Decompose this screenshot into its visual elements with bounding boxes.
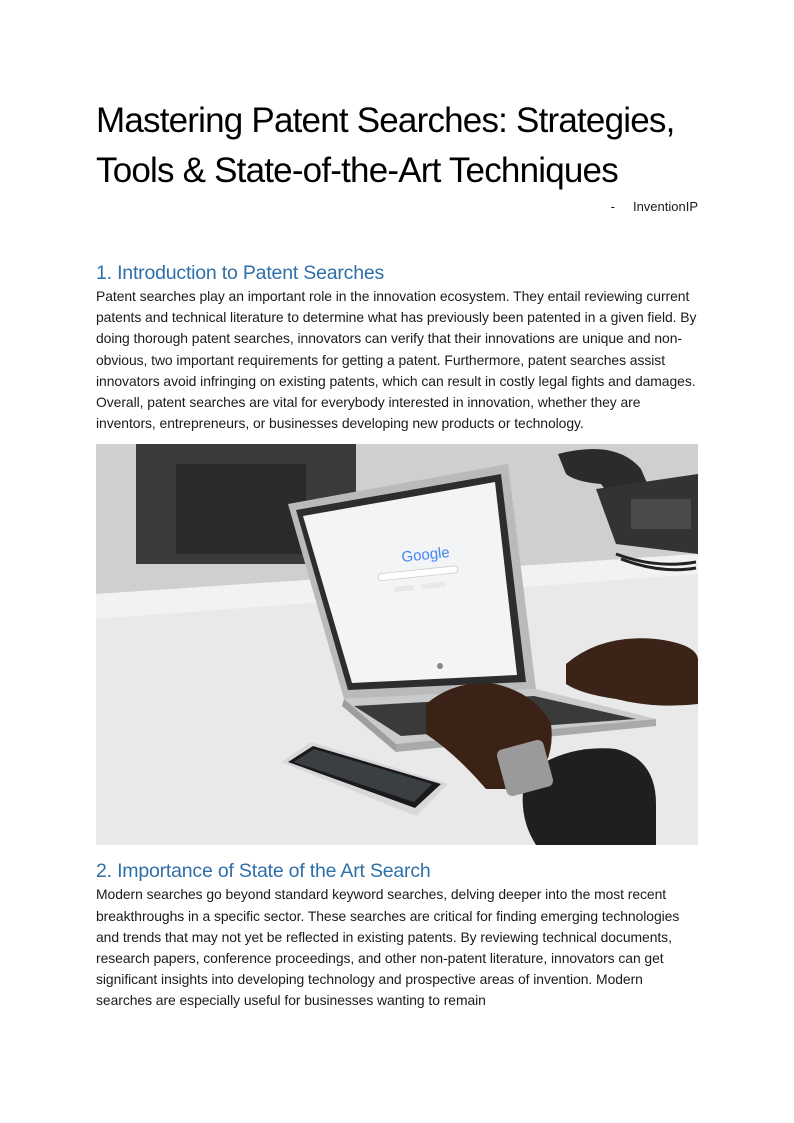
title-line-1: Mastering Patent Searches: Strategies, [96,101,675,140]
title-line-2: Tools & State-of-the-Art Techniques [96,151,618,190]
section-body-introduction: Patent searches play an important role in the innovation ecosystem. They entail reviewing current patents and technical literature to determine what has previously been patented in a given field. By doing thorough patent searches, innovators can verify that their innovations are unique and non-obvious, two important requirements for getting a patent. Furthermore, patent searches assist innovators avoid infringing on existing patents, which can result in costly legal fights and damages. Overall, patent searches are vital for everybody interested in innovation, whether they are inventors, entrepreneurs, or businesses developing new products or technology. [96,288,697,432]
laptop-photo [96,444,698,845]
document-title [96,96,698,196]
document-page [96,96,698,1012]
section-heading-state-of-art: 2. Importance of State of the Art Search [96,860,431,883]
section-heading-introduction: 1. Introduction to Patent Searches [96,262,385,284]
byline-author: InventionIP [632,199,698,214]
screen-google-logo: Google [400,544,451,567]
byline-dash: - [610,199,615,214]
section-body-state-of-art: Modern searches go beyond standard keyword searches, delving deeper into the most recent breakthroughs in a specific sector. These searches are critical for finding emerging technologies and trends that may not yet be reflected in existing patents. By reviewing technical documents, research papers, conference proceedings, and other non-patent literature, innovators can get significant insights into developing technology and prospective areas of invention. Modern searches are especially useful for businesses wanting to remain [96,886,680,1009]
photo-chair-back [176,464,306,554]
byline [96,198,698,216]
